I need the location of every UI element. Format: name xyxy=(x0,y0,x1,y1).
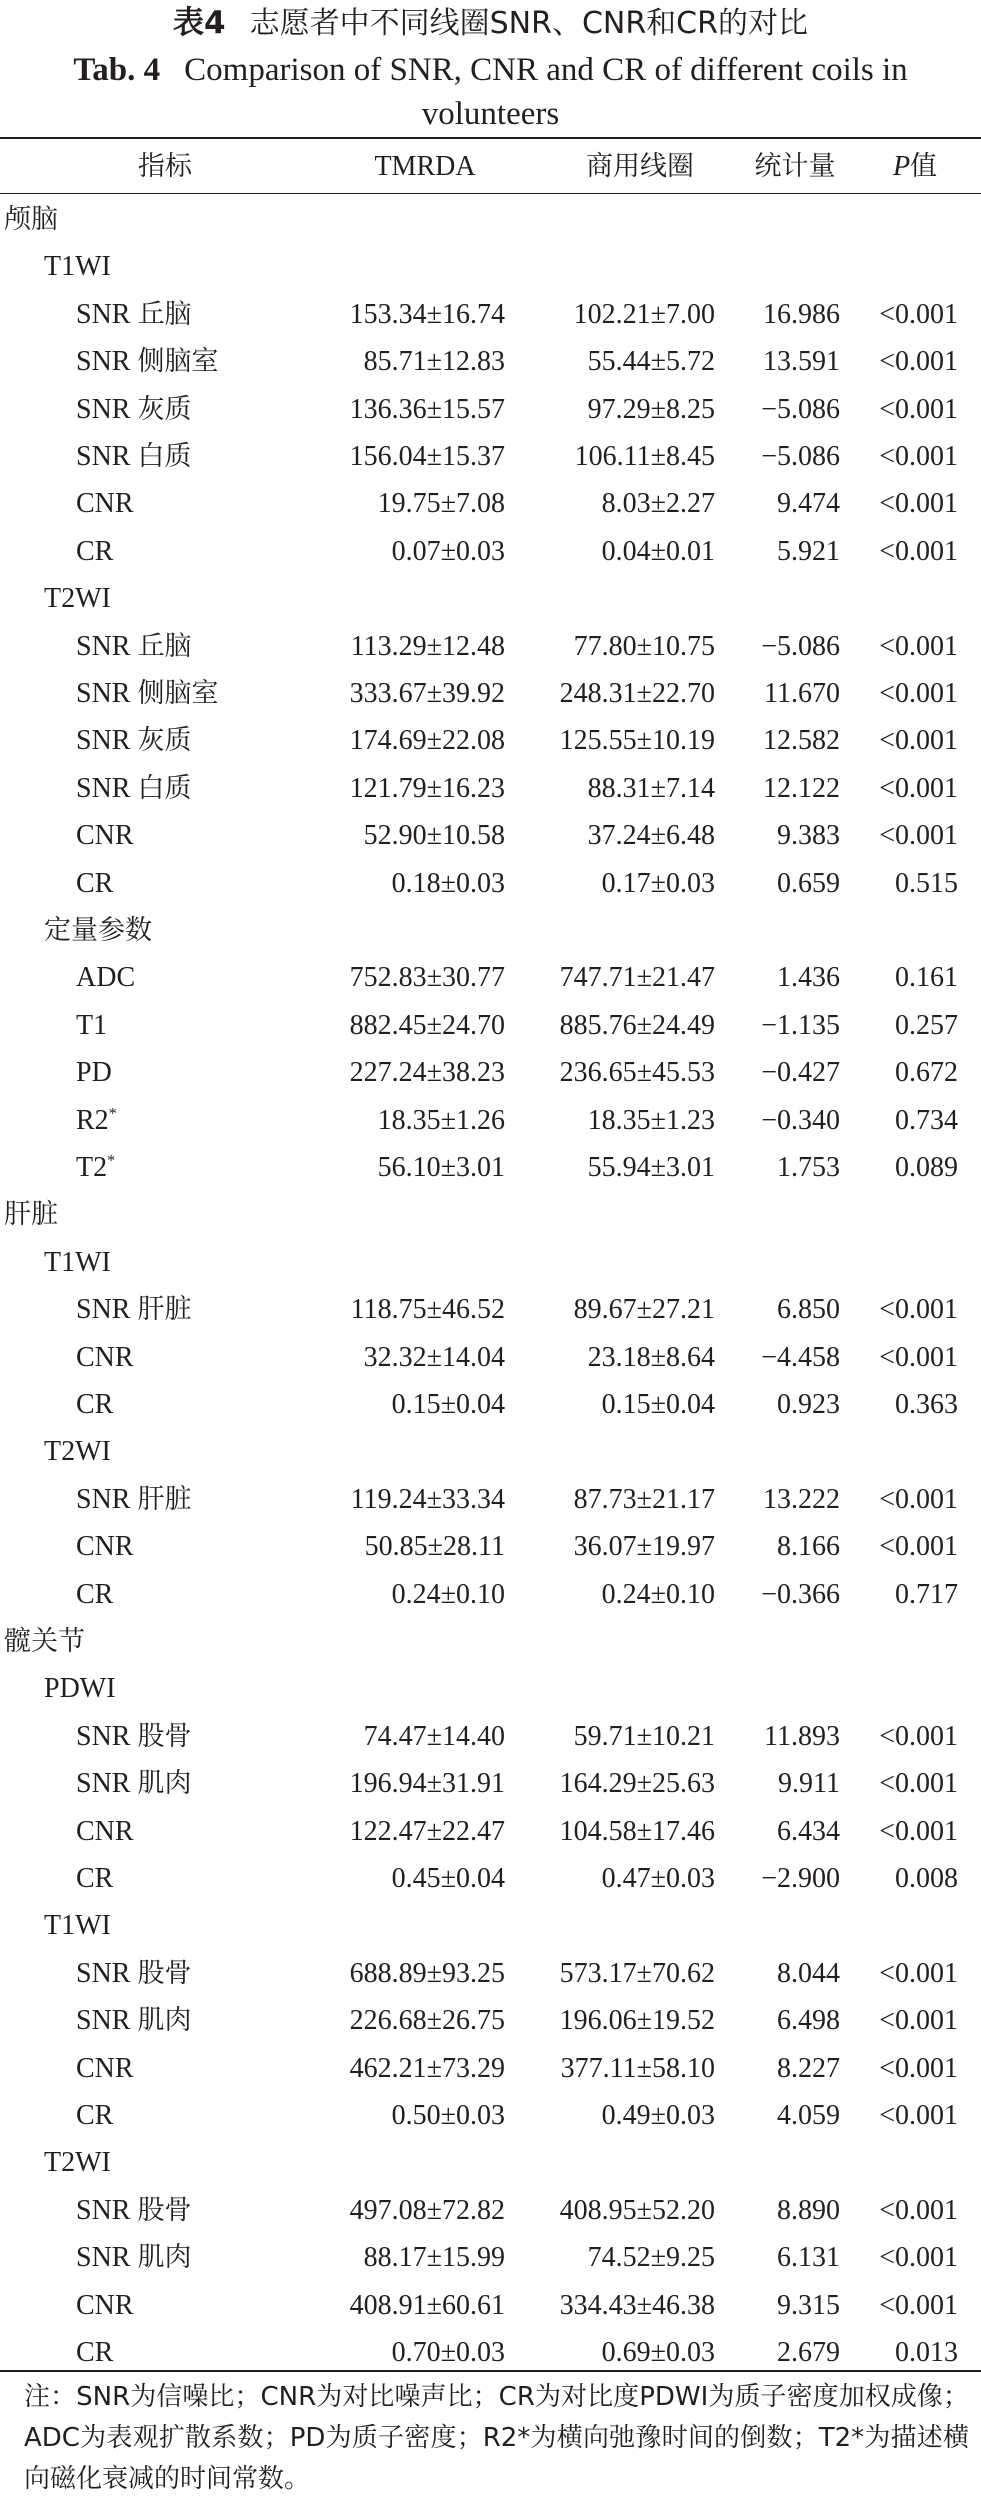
sequence-label: T1WI xyxy=(44,1246,111,1278)
cell-p-value: 0.013 xyxy=(895,2337,958,2368)
cell-p-value: <0.001 xyxy=(879,1531,958,1563)
row-label: SNR 肌肉 xyxy=(76,1768,192,1800)
sequence-row xyxy=(0,1428,981,1475)
cell-p-value: 0.672 xyxy=(895,1057,958,1089)
cell-tmrda: 196.94±31.91 xyxy=(349,1768,505,1800)
cell-tmrda: 18.35±1.26 xyxy=(377,1104,505,1136)
cell-commercial: 97.29±8.25 xyxy=(587,393,715,425)
table-row xyxy=(0,1097,981,1144)
sequence-row xyxy=(0,2139,981,2186)
cell-tmrda: 153.34±16.74 xyxy=(349,298,505,330)
cell-statistic: −0.427 xyxy=(761,1057,840,1089)
cell-p-value: <0.001 xyxy=(879,298,958,330)
cell-commercial: 573.17±70.62 xyxy=(559,1957,715,1989)
table-row xyxy=(0,1997,981,2044)
table-title-en: Comparison of SNR, CNR and CR of different coils in volunteers xyxy=(184,52,908,132)
cell-tmrda: 50.85±28.11 xyxy=(364,1531,505,1563)
cell-p-value: <0.001 xyxy=(879,630,958,662)
cell-commercial: 104.58±17.46 xyxy=(559,1815,715,1847)
cell-tmrda: 136.36±15.57 xyxy=(349,393,505,425)
table-row xyxy=(0,1855,981,1902)
cell-commercial: 55.94±3.01 xyxy=(587,1152,715,1183)
table-row xyxy=(0,1760,981,1807)
cell-statistic: 1.753 xyxy=(777,1152,840,1183)
cell-commercial: 334.43±46.38 xyxy=(559,2289,715,2321)
cell-statistic: −1.135 xyxy=(761,1009,840,1041)
cell-commercial: 102.21±7.00 xyxy=(573,298,715,330)
row-label: SNR 肝脏 xyxy=(76,1483,192,1515)
table-row xyxy=(0,623,981,670)
cell-tmrda: 52.90±10.58 xyxy=(363,820,505,852)
col-header-tmrda: TMRDA xyxy=(374,151,476,182)
cell-statistic: −2.900 xyxy=(761,1863,840,1894)
cell-p-value: <0.001 xyxy=(879,2005,958,2037)
cell-commercial: 885.76±24.49 xyxy=(559,1009,715,1041)
table-row xyxy=(0,860,981,907)
sequence-row xyxy=(0,1665,981,1712)
row-label: PD xyxy=(76,1057,112,1089)
cell-statistic: −0.366 xyxy=(761,1578,840,1610)
p-suffix: 值 xyxy=(910,151,938,182)
table-caption-cn xyxy=(0,2,981,45)
cell-p-value: <0.001 xyxy=(879,1815,958,1847)
cell-p-value: <0.001 xyxy=(879,2194,958,2226)
cell-p-value: <0.001 xyxy=(879,678,958,709)
row-label: CR xyxy=(76,1389,114,1420)
cell-tmrda: 122.47±22.47 xyxy=(349,1815,505,1847)
cell-p-value: <0.001 xyxy=(879,1294,958,1326)
cell-commercial: 0.24±0.10 xyxy=(601,1578,715,1610)
cell-statistic: 6.434 xyxy=(777,1815,840,1847)
row-label: SNR 灰质 xyxy=(76,393,192,425)
row-label: T2* xyxy=(76,1152,116,1183)
cell-tmrda: 0.15±0.04 xyxy=(391,1389,505,1420)
cell-statistic: 8.044 xyxy=(777,1957,840,1989)
table-title-cn: 志愿者中不同线圈SNR、CNR和CR的对比 xyxy=(249,6,808,41)
sequence-row xyxy=(0,907,981,954)
cell-p-value: <0.001 xyxy=(879,1768,958,1800)
cell-statistic: 6.131 xyxy=(777,2242,840,2274)
cell-commercial: 0.17±0.03 xyxy=(601,867,715,899)
cell-tmrda: 408.91±60.61 xyxy=(349,2289,505,2321)
sequence-label: T2WI xyxy=(44,1436,111,1468)
cell-tmrda: 74.47±14.40 xyxy=(363,1720,505,1752)
cell-commercial: 106.11±8.45 xyxy=(574,441,715,472)
cell-tmrda: 85.71±12.83 xyxy=(363,346,505,378)
table-row xyxy=(0,2234,981,2281)
sequence-label: 定量参数 xyxy=(44,915,152,946)
region-label: 肝脏 xyxy=(4,1199,58,1231)
cell-statistic: 9.911 xyxy=(778,1768,840,1800)
cell-statistic: 2.679 xyxy=(777,2337,840,2368)
cell-tmrda: 462.21±73.29 xyxy=(349,2052,505,2084)
cell-statistic: 9.315 xyxy=(777,2289,840,2321)
cell-p-value: <0.001 xyxy=(879,2100,958,2131)
row-label: SNR 肌肉 xyxy=(76,2005,192,2037)
cell-statistic: 6.850 xyxy=(777,1294,840,1326)
table-row xyxy=(0,2282,981,2329)
cell-p-value: 0.089 xyxy=(895,1152,958,1183)
cell-commercial: 196.06±19.52 xyxy=(559,2005,715,2037)
row-label: CR xyxy=(76,1578,114,1610)
table-row xyxy=(0,1808,981,1855)
cell-p-value: 0.161 xyxy=(895,962,958,994)
cell-commercial: 408.95±52.20 xyxy=(559,2194,715,2226)
region-row xyxy=(0,196,981,243)
cell-p-value: <0.001 xyxy=(879,393,958,425)
table-row xyxy=(0,1049,981,1096)
region-label: 髋关节 xyxy=(4,1626,85,1657)
cell-statistic: 0.923 xyxy=(777,1389,840,1420)
cell-tmrda: 113.29±12.48 xyxy=(350,630,505,662)
row-label: CNR xyxy=(76,488,134,520)
cell-commercial: 74.52±9.25 xyxy=(587,2242,715,2274)
table-row xyxy=(0,954,981,1001)
row-label: CNR xyxy=(76,1815,134,1847)
row-label: SNR 白质 xyxy=(76,772,192,804)
sequence-label: T1WI xyxy=(44,1910,111,1942)
sequence-row xyxy=(0,575,981,622)
sequence-label: T2WI xyxy=(44,583,111,615)
table-row xyxy=(0,1571,981,1618)
cell-statistic: 9.474 xyxy=(777,488,840,520)
cell-statistic: 11.893 xyxy=(764,1720,840,1752)
cell-commercial: 36.07±19.97 xyxy=(573,1531,715,1563)
table-row xyxy=(0,2092,981,2139)
p-italic: P xyxy=(892,151,911,182)
table-row xyxy=(0,528,981,575)
table-row xyxy=(0,2329,981,2376)
sequence-label: T1WI xyxy=(44,251,111,283)
row-label: CNR xyxy=(76,2289,134,2321)
table-row xyxy=(0,1381,981,1428)
cell-statistic: 9.383 xyxy=(777,820,840,852)
row-label: SNR 丘脑 xyxy=(76,298,192,330)
sequence-label: T2WI xyxy=(44,2147,111,2179)
cell-p-value: <0.001 xyxy=(879,1720,958,1752)
cell-tmrda: 121.79±16.23 xyxy=(349,772,505,804)
cell-p-value: 0.008 xyxy=(895,1863,958,1894)
cell-p-value: <0.001 xyxy=(879,1341,958,1373)
region-label: 颅脑 xyxy=(4,204,58,235)
table-row xyxy=(0,1286,981,1333)
cell-tmrda: 156.04±15.37 xyxy=(349,441,505,472)
cell-commercial: 59.71±10.21 xyxy=(573,1720,715,1752)
row-label: SNR 侧脑室 xyxy=(76,346,219,378)
col-header-statistic: 统计量 xyxy=(754,151,836,182)
row-label: CR xyxy=(76,867,114,899)
cell-statistic: 13.222 xyxy=(763,1483,840,1515)
row-label: SNR 股骨 xyxy=(76,1957,192,1989)
cell-statistic: −5.086 xyxy=(761,393,840,425)
cell-tmrda: 56.10±3.01 xyxy=(377,1152,505,1183)
row-label: CR xyxy=(76,1863,114,1894)
cell-tmrda: 0.24±0.10 xyxy=(391,1578,505,1610)
cell-commercial: 0.47±0.03 xyxy=(601,1863,715,1894)
cell-commercial: 377.11±58.10 xyxy=(560,2052,715,2084)
top-rule xyxy=(0,137,981,139)
cell-tmrda: 752.83±30.77 xyxy=(349,962,505,994)
cell-commercial: 0.49±0.03 xyxy=(601,2100,715,2131)
table-row xyxy=(0,1523,981,1570)
table-row xyxy=(0,386,981,433)
cell-commercial: 18.35±1.23 xyxy=(587,1104,715,1136)
table-caption-en xyxy=(20,48,961,136)
cell-tmrda: 0.70±0.03 xyxy=(391,2337,505,2368)
cell-p-value: 0.363 xyxy=(895,1389,958,1420)
sequence-label: PDWI xyxy=(44,1673,116,1705)
table-row xyxy=(0,2045,981,2092)
cell-p-value: <0.001 xyxy=(879,2052,958,2084)
table-row xyxy=(0,1334,981,1381)
cell-commercial: 89.67±27.21 xyxy=(573,1294,715,1326)
cell-commercial: 248.31±22.70 xyxy=(559,678,715,709)
table-row xyxy=(0,1002,981,1049)
cell-tmrda: 333.67±39.92 xyxy=(349,678,505,709)
table-row xyxy=(0,1476,981,1523)
cell-tmrda: 19.75±7.08 xyxy=(377,488,505,520)
table-row xyxy=(0,2187,981,2234)
cell-commercial: 125.55±10.19 xyxy=(559,725,715,757)
cell-tmrda: 882.45±24.70 xyxy=(349,1009,505,1041)
table-row xyxy=(0,1144,981,1191)
cell-p-value: <0.001 xyxy=(879,725,958,757)
table-row xyxy=(0,670,981,717)
cell-p-value: 0.257 xyxy=(895,1009,958,1041)
cell-p-value: <0.001 xyxy=(879,346,958,378)
row-label: SNR 股骨 xyxy=(76,2194,192,2226)
table-row xyxy=(0,338,981,385)
cell-tmrda: 0.18±0.03 xyxy=(391,867,505,899)
col-header-p-value xyxy=(860,143,970,190)
header-rule xyxy=(0,193,981,194)
table-row xyxy=(0,812,981,859)
cell-commercial: 23.18±8.64 xyxy=(587,1341,715,1373)
cell-statistic: 8.890 xyxy=(777,2194,840,2226)
table-label-en: Tab. 4 xyxy=(73,52,161,88)
cell-statistic: 13.591 xyxy=(763,346,840,378)
region-row xyxy=(0,1191,981,1238)
cell-statistic: −5.086 xyxy=(761,630,840,662)
cell-p-value: <0.001 xyxy=(879,2242,958,2274)
table-label-cn: 表4 xyxy=(173,5,226,41)
cell-statistic: 16.986 xyxy=(763,298,840,330)
table-row xyxy=(0,717,981,764)
row-label: CNR xyxy=(76,1531,134,1563)
cell-tmrda: 497.08±72.82 xyxy=(349,2194,505,2226)
cell-p-value: 0.717 xyxy=(895,1578,958,1610)
row-label: CR xyxy=(76,535,114,567)
cell-commercial: 0.04±0.01 xyxy=(601,535,715,567)
cell-statistic: 12.582 xyxy=(763,725,840,757)
sequence-row xyxy=(0,1902,981,1949)
cell-statistic: 5.921 xyxy=(777,535,840,567)
cell-commercial: 88.31±7.14 xyxy=(587,772,715,804)
cell-commercial: 8.03±2.27 xyxy=(601,488,715,520)
cell-tmrda: 688.89±93.25 xyxy=(349,1957,505,1989)
cell-tmrda: 88.17±15.99 xyxy=(363,2242,505,2274)
table-header xyxy=(0,143,981,190)
cell-commercial: 747.71±21.47 xyxy=(559,962,715,994)
cell-statistic: −4.458 xyxy=(761,1341,840,1373)
cell-statistic: 4.059 xyxy=(777,2100,840,2131)
cell-p-value: <0.001 xyxy=(879,1957,958,1989)
cell-tmrda: 119.24±33.34 xyxy=(350,1483,505,1515)
cell-commercial: 77.80±10.75 xyxy=(573,630,715,662)
row-label: CR xyxy=(76,2337,114,2368)
cell-p-value: <0.001 xyxy=(879,441,958,472)
cell-statistic: −5.086 xyxy=(761,441,840,472)
cell-tmrda: 0.50±0.03 xyxy=(391,2100,505,2131)
table-note: 注：SNR为信噪比；CNR为对比噪声比；CR为对比度PDWI为质子密度加权成像；ADC为表观扩散系数；PD为质子密度；R2*为横向弛豫时间的倒数；T2*为描述横向磁化衰减的时间常数。 xyxy=(24,2382,969,2494)
cell-commercial: 37.24±6.48 xyxy=(587,820,715,852)
cell-tmrda: 118.75±46.52 xyxy=(350,1294,505,1326)
cell-statistic: 12.122 xyxy=(763,772,840,804)
cell-tmrda: 0.45±0.04 xyxy=(391,1863,505,1894)
cell-statistic: −0.340 xyxy=(761,1104,840,1136)
row-label: SNR 丘脑 xyxy=(76,630,192,662)
row-label: SNR 肌肉 xyxy=(76,2242,192,2274)
table-row xyxy=(0,291,981,338)
col-header-commercial: 商用线圈 xyxy=(586,151,694,182)
row-label: T1 xyxy=(76,1009,108,1041)
cell-p-value: 0.515 xyxy=(895,867,958,899)
row-label: CNR xyxy=(76,820,134,852)
row-label: SNR 灰质 xyxy=(76,725,192,757)
cell-tmrda: 0.07±0.03 xyxy=(391,535,505,567)
cell-p-value: <0.001 xyxy=(879,820,958,852)
sequence-row xyxy=(0,1239,981,1286)
cell-tmrda: 32.32±14.04 xyxy=(363,1341,505,1373)
row-label: CNR xyxy=(76,1341,134,1373)
cell-statistic: 1.436 xyxy=(777,962,840,994)
bottom-rule xyxy=(0,2370,981,2372)
row-label: CR xyxy=(76,2100,114,2131)
cell-statistic: 8.227 xyxy=(777,2052,840,2084)
cell-commercial: 87.73±21.17 xyxy=(573,1483,715,1515)
cell-p-value: 0.734 xyxy=(895,1104,958,1136)
row-label: SNR 股骨 xyxy=(76,1720,192,1752)
table-row xyxy=(0,1713,981,1760)
table-row xyxy=(0,1950,981,1997)
row-label: SNR 侧脑室 xyxy=(76,678,219,709)
cell-p-value: <0.001 xyxy=(879,772,958,804)
cell-commercial: 164.29±25.63 xyxy=(559,1768,715,1800)
table-row xyxy=(0,765,981,812)
cell-tmrda: 174.69±22.08 xyxy=(349,725,505,757)
region-row xyxy=(0,1618,981,1665)
cell-tmrda: 227.24±38.23 xyxy=(349,1057,505,1089)
row-label: CNR xyxy=(76,2052,134,2084)
cell-commercial: 0.15±0.04 xyxy=(601,1389,715,1420)
cell-statistic: 0.659 xyxy=(777,867,840,899)
cell-p-value: <0.001 xyxy=(879,2289,958,2321)
cell-statistic: 11.670 xyxy=(764,678,840,709)
cell-p-value: <0.001 xyxy=(879,535,958,567)
cell-commercial: 236.65±45.53 xyxy=(559,1057,715,1089)
cell-p-value: <0.001 xyxy=(879,1483,958,1515)
row-label: R2* xyxy=(76,1104,117,1136)
cell-tmrda: 226.68±26.75 xyxy=(349,2005,505,2037)
cell-commercial: 0.69±0.03 xyxy=(601,2337,715,2368)
sequence-row xyxy=(0,243,981,290)
row-label: SNR 白质 xyxy=(76,441,192,472)
table-row xyxy=(0,433,981,480)
table-row xyxy=(0,480,981,527)
cell-commercial: 55.44±5.72 xyxy=(587,346,715,378)
col-header-indicator: 指标 xyxy=(138,151,192,182)
row-label: ADC xyxy=(76,962,136,994)
row-label: SNR 肝脏 xyxy=(76,1294,192,1326)
cell-statistic: 8.166 xyxy=(777,1531,840,1563)
cell-statistic: 6.498 xyxy=(777,2005,840,2037)
cell-p-value: <0.001 xyxy=(879,488,958,520)
